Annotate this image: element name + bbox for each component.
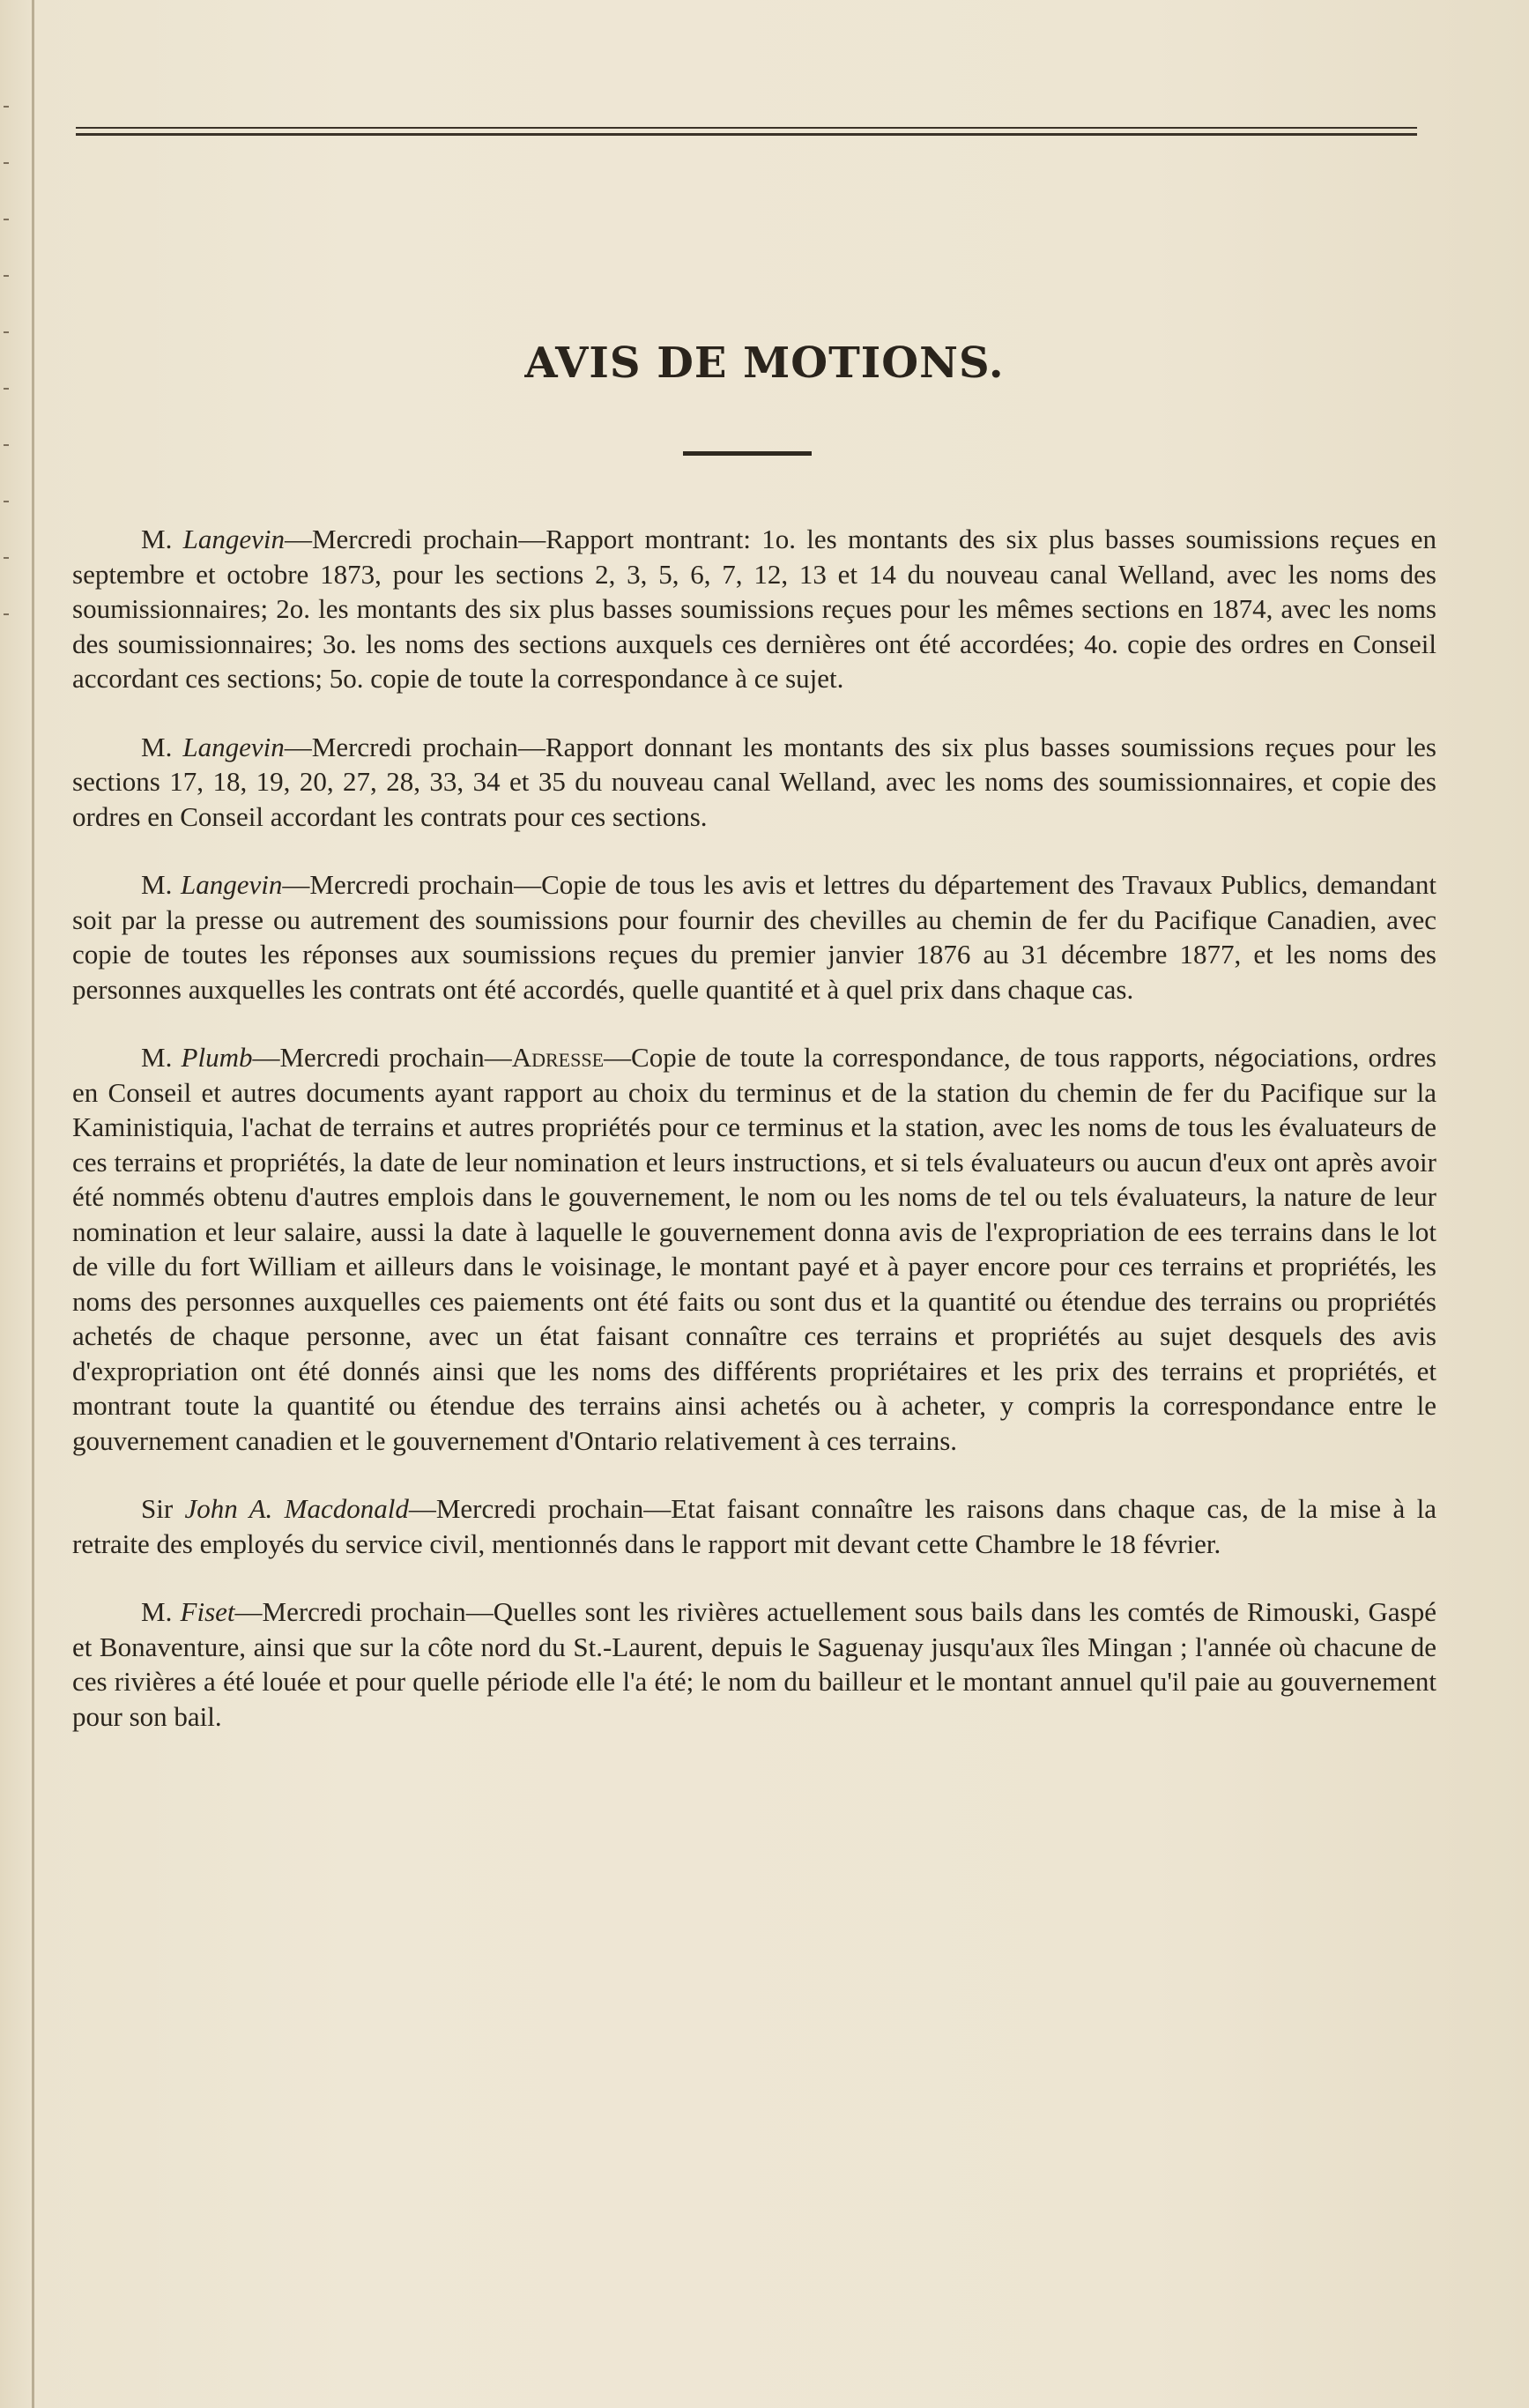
motions-list xyxy=(72,522,1436,1767)
motion-item xyxy=(72,867,1436,1007)
motion-item xyxy=(72,730,1436,835)
page-title: AVIS DE MOTIONS. xyxy=(524,338,1005,388)
motion-item xyxy=(72,1491,1436,1561)
motion-text: —Mercredi prochain—Copie de tous les avis et lettres du département des Travaux Publics, demandant soit par la presse ou autrement des soumissions pour fournir des chevilles au chemin de fer du Pacifique Canadien, avec copie de toutes les réponses aux soumissions reçues du premier janvier 1876 au 31 décembre 1877, et les noms des personnes auxquelles les contrats ont été accordés, quelle quantité et à quel prix dans chaque cas. xyxy=(72,869,1436,1005)
member-name: Fiset xyxy=(180,1596,235,1627)
motion-text: —Mercredi prochain—Quelles sont les rivières actuellement sous bails dans les comtés de Rimouski, Gaspé et Bonaventure, ainsi que sur la côte nord du St.-Laurent, depuis le Saguenay jusqu'aux îles Mingan ; l'année où chacune de ces rivières a été louée et pour quelle période elle l'a été; le nom du bailleur et le montant annuel qu'il paie au gouvernement pour son bail. xyxy=(72,1596,1436,1732)
motion-prefix: M. xyxy=(141,1042,182,1073)
motion-prefix: M. xyxy=(141,524,183,554)
member-name: Langevin xyxy=(182,731,285,762)
header-rule-double xyxy=(76,133,1417,136)
motion-text: —Mercredi prochain—Rapport montrant: 1o. les montants des six plus basses soumissions reçues en septembre et octobre 1873, pour les sections 2, 3, 5, 6, 7, 12, 13 et 14 du nouveau canal Welland, avec les noms des soumissionnaires; 2o. les montants des six plus basses soumissions reçues pour les mêmes sections en 1874, avec les noms des soumissionnaires; 3o. les noms des sections auxquels ces dernières ont été accordées; 4o. copie des ordres en Conseil accordant ces sections; 5o. copie de toute la correspondance à ce sujet. xyxy=(72,524,1436,694)
member-name: Plumb xyxy=(181,1042,253,1073)
motion-item xyxy=(72,522,1436,696)
motion-text: —Copie de toute la correspondance, de tous rapports, négociations, ordres en Conseil et autres documents ayant rapport au choix du terminus et de la station du chemin de fer du Pacifique sur la Kaministiquia, l'achat de terrains et autres propriétés pour ce terminus et la station, avec les noms de tous les évaluateurs de ces terrains et propriétés, la date de leur nomination et leurs instructions, et si tels évaluateurs ou aucun d'eux ont après avoir été nommés obtenu d'autres emplois dans le gouvernement, le nom ou les noms de tel ou tels évaluateurs, la nature de leur nomination et leur salaire, aussi la date à laquelle le gouvernement donna avis de l'expropriation de ees terrains dans le lot de ville du fort William et ailleurs dans le voisinage, le montant payé et à payer encore pour ces terrains et propriétés, les noms des personnes auxquelles ces paiements ont été faits ou sont dus et la quantité ou étendue des terrains ou propriétés achetés de chaque personne, avec un état faisant connaître ces terrains et propriétés au sujet desquels des avis d'expropriation ont été donnés ainsi que les noms des différents propriétaires et les prix des terrains et propriétés, et montrant toute la quantité ou étendue des terrains ainsi achetés ou à acheter, y compris la correspondance entre le gouvernement canadien et le gouvernement d'Ontario relativement à ces terrains. xyxy=(72,1042,1436,1456)
motion-prefix: Sir xyxy=(141,1493,185,1524)
motion-text: —Mercredi prochain—Rapport donnant les montants des six plus basses soumissions reçues pour les sections 17, 18, 19, 20, 27, 28, 33, 34 et 35 du nouveau canal Welland, avec les noms des soumissionnaires, et copie des ordres en Conseil accordant les contrats pour ces sections. xyxy=(72,731,1436,832)
adresse-label: Adresse xyxy=(511,1042,605,1073)
margin-marks xyxy=(4,106,18,740)
member-name: Langevin xyxy=(181,869,283,900)
motion-text: —Mercredi prochain—Etat faisant connaître les raisons dans chaque cas, de la mise à la retraite des employés du service civil, mentionnés dans le rapport mit devant cette Chambre le 18 février. xyxy=(72,1493,1436,1559)
member-name: Langevin xyxy=(182,524,285,554)
motion-prefix: M. xyxy=(141,731,183,762)
header-rule xyxy=(76,127,1417,129)
motion-mid: —Mercredi prochain— xyxy=(252,1042,512,1073)
motion-item xyxy=(72,1040,1436,1458)
member-name: John A. Macdonald xyxy=(184,1493,409,1524)
title-divider xyxy=(683,451,812,456)
motion-item xyxy=(72,1594,1436,1734)
motion-prefix: M. xyxy=(141,869,181,900)
motion-prefix: M. xyxy=(141,1596,181,1627)
